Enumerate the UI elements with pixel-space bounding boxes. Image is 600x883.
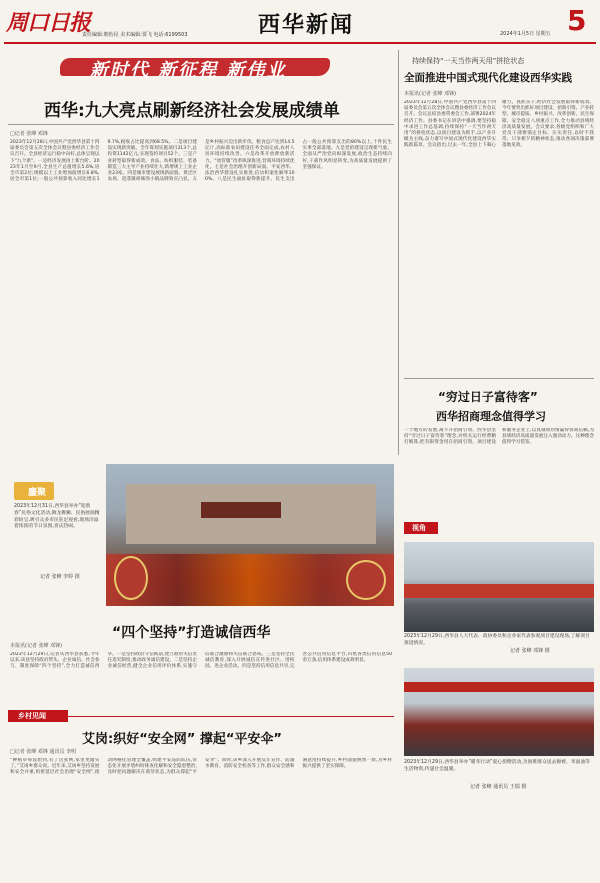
bottom-body: “种植草莓没想到,有了这张网,家里更踏实了。”艾岗乡群众说。近年来,艾岗乡坚持发展和安全并重,织密基层社会治理“安全网”,推动网格化管理全覆盖,组建平安巡防队伍,常态化开展矛盾纠纷排查化解和安全隐患整治,及时把问题解决在萌芽状态,为群众撑起“平安伞”。同时,该乡深入开展反诈宣传、防溺水教育、消防安全检查等工作,群众安全感和满意度持续提升,乡村面貌焕然一新,为乡村振兴提供了坚实保障。 bbox=[10, 758, 392, 776]
festival-caption: 2023年12月31日,西华县举办“迎新春”民俗文化活动,舞龙舞狮、民俗展演精彩纷呈,吸引众多市民驻足观看,现场洋溢着浓浓的节日氛围,喜庆热闹。 bbox=[14, 504, 100, 530]
newspaper-logo: 周口日报 bbox=[6, 10, 91, 36]
page-number: 5 bbox=[567, 4, 587, 37]
masthead bbox=[0, 0, 600, 44]
bottom-section-tag-label: 乡村见闻 bbox=[18, 712, 46, 720]
lead-headline: 西华:九大亮点刷新经济社会发展成绩单 bbox=[44, 101, 340, 121]
photo-tag bbox=[14, 482, 54, 500]
right-kicker: 持续保持“一天当作两天用”拼抢状态 bbox=[412, 57, 525, 65]
photo-drum-right bbox=[346, 560, 386, 600]
visit-banner bbox=[404, 584, 594, 598]
masthead-meta: 责任编辑:朝怡昆 美术编辑:贾飞 电话:6199503 bbox=[82, 32, 188, 38]
integrity-byline: 本报讯(记者 张峰 邓锋) bbox=[10, 643, 63, 649]
bottom-body-columns bbox=[10, 758, 392, 876]
banner bbox=[30, 50, 360, 84]
festival-credit: 记者 张峰 李婷 摄 bbox=[40, 574, 80, 580]
integrity-body-columns bbox=[10, 652, 392, 704]
right-headline: 全面推进中国式现代化建设西华实践 bbox=[404, 72, 572, 84]
visit-caption: 2023年12月29日,西华县人大代表、政协委员和企业家代表参观项目建设现场,了解项目推进情况。 bbox=[404, 634, 590, 646]
recruit-body-columns bbox=[404, 428, 594, 520]
recruit-rule bbox=[404, 378, 594, 379]
photo-tag-2 bbox=[404, 522, 438, 534]
photo-sign bbox=[201, 502, 281, 518]
visit-photo bbox=[404, 542, 594, 632]
bottom-section-rule bbox=[68, 716, 394, 717]
banner-slogan: 新时代 新征程 新伟业 bbox=[90, 60, 287, 81]
charity-caption: 2023年12月29日,西华县举办“暖冬行动”爱心捐赠活动,为困难群众送去棉被、米面油等生活物资,传递社会温暖。 bbox=[404, 760, 590, 772]
lead-body: 2023年12月28日,中国共产党西华县第十四届委员会第五次全体会议暨县委经济工作会议召开。全县经济运行稳中向好,总体呈现以下“九个新”。一是经济发展再上新台阶。2023年1月至9月,全县生产总值增长5.6%,居全市第2位;规模以上工业增加值增长6.8%,居全市第1位;一般公共预算收入同比增长19.7%,税收占比提高到68.5%。二是项目建设实现新突破。全年谋划实施项目313个,总投资1142亿元,实现签约项目52个。三是产业转型取得新成效。食品、纺织服装、装备制造三大主导产业持续壮大,新增规上工业企业23家。四是城市建设展现新面貌。黄泛区农场、逍遥镇胡辣汤小镇品牌效应凸显。五是乡村振兴迈出新步伐。粮食总产达到14.5亿斤,高标准农田建设任务全面完成,农村人居环境持续改善。六是改革开放释放新活力。“放管服”改革纵深推进,营商环境持续优化。七是社会治理开创新局面。平安西华、法治西华建设扎实推进,信访积案化解率100%。八是民生福祉取得新提升。民生支出占一般公共预算支出的80%以上,十件民生实事全部落地。九是党的建设呈现新气象。全面从严治党向纵深发展,政治生态持续向好,干部作风明显转变,为高质量发展提供了坚强保证。 bbox=[10, 140, 392, 183]
photo-tag-2-label: 视角 bbox=[412, 524, 426, 532]
festival-photo bbox=[106, 464, 394, 606]
right-body: 2023年12月28日,中国共产党西华县第十四届委员会第五次全体会议暨县委经济工作会议召开。会议总结县委常委会工作,部署2024年经济工作。县委书记在讲话中强调,要坚持稳中求进工作总基调,持续保持“一天当作两天用”的拼抢状态,以项目建设为抓手,以产业升级为主线,奋力谱写中国式现代化建设西华实践新篇章。会议指出,过去一年,全县上下凝心聚力、真抓实干,经济社会发展取得新成效。今年要突出抓好项目建设、招商引资、产业转型、城市提质、乡村振兴、改革创新、民生保障、安全稳定八项重点工作,全力推动县域经济高质量发展。会议要求,各级党组织和广大党员干部要锚定目标、压实责任,以时不我待、只争朝夕的精神状态,推动各项决策部署落地见效。 bbox=[404, 100, 594, 149]
bottom-byline: □记者 张峰 邓锋 通讯员 李明 bbox=[10, 749, 77, 755]
lead-body-columns bbox=[10, 140, 392, 460]
right-byline: 本报讯(记者 张峰 邓锋) bbox=[404, 91, 457, 97]
integrity-headline: “四个坚持”打造诚信西华 bbox=[112, 625, 271, 641]
section-title: 西华新闻 bbox=[258, 12, 355, 38]
recruit-subheadline: 西华招商理念值得学习 bbox=[436, 410, 546, 423]
recruit-body: 一个地方的发展,离不开招商引资。西华县坚持“穷过日子富待客”理念,对机关运行经费精打细算,把有限资金用在招商引资、项目建设和服务企业上,以真诚和热情赢得客商信赖,为县域经济高质量发展注入强劲动力。这种理念值得学习借鉴。 bbox=[404, 428, 594, 446]
charity-credit: 记者 张峰 通讯员 王瑞 摄 bbox=[470, 784, 527, 790]
lead-byline: □记者 张峰 邓锋 bbox=[10, 131, 48, 137]
bottom-headline: 艾岗:织好“安全网” 撑起“平安伞” bbox=[82, 732, 282, 747]
bottom-section-tag bbox=[8, 710, 68, 722]
photo-tag-label: 鏖聚 bbox=[28, 488, 47, 498]
integrity-body: 2023年12月29日,记者从西华县获悉,今年以来,该县坚持政府带头、企业诚信、社会参与、制度保障“四个坚持”,全力打造诚信西华。一是坚持政府守信践诺,建立政府失信责任追究制度,推动政务诚信建设。二是坚持企业诚信经营,健全企业信用评价体系,实施守信联合激励和失信联合惩戒。三是坚持全民诚信教育,深入开展诚信宣传进社区、进校园、进企业活动。四是坚持信用信息共享,完善公共信用信息平台,归集各类信用信息50余万条,信用体系建设成效明显。 bbox=[10, 652, 392, 670]
column-divider bbox=[398, 50, 399, 455]
charity-banner bbox=[404, 682, 594, 692]
issue-date: 2024年1月5日 星期五 bbox=[500, 31, 551, 37]
masthead-rule bbox=[4, 42, 596, 44]
charity-photo bbox=[404, 668, 594, 756]
right-body-columns bbox=[404, 100, 594, 365]
recruit-headline: “穷过日子富待客” bbox=[438, 390, 538, 404]
photo-drum-left bbox=[114, 556, 148, 600]
lead-divider bbox=[8, 124, 394, 125]
visit-credit: 记者 张峰 邓锋 摄 bbox=[510, 648, 550, 654]
